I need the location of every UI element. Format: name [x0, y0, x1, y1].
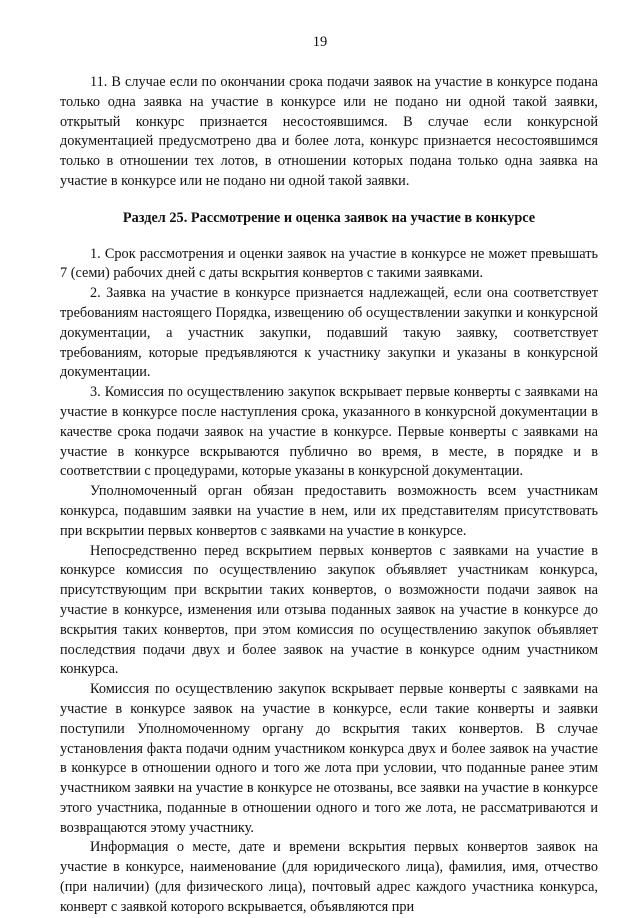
page-number: 19 [312, 34, 328, 50]
paragraph-information: Информация о месте, дате и времени вскрытия первых конвертов заявок на участие в конкурсе, наименование (для юридического лица), фамилия, имя, отчество (при наличии) (для физического лица), почтовый адрес каждого участника конкурса, конверт с заявкой которого вскрывается, объявляются при [60, 839, 598, 915]
paragraph-1: 1. Срок рассмотрения и оценки заявок на участие в конкурсе не может превышать 7 (семи) рабочих дней с даты вскрытия конвертов с такими заявками. [60, 245, 598, 282]
paragraph-authorized-body: Уполномоченный орган обязан предоставить возможность всем участникам конкурса, подавшим заявки на участие в нем, или их представителям присутствовать при вскрытии первых конвертов с заявками на участие в конкурсе. [60, 483, 598, 539]
paragraph-3: 3. Комиссия по осуществлению закупок вскрывает первые конверты с заявками на участие в конкурсе после наступления срока, указанного в конкурсной документации в качестве срока подачи заявок на участие в конкурсе. Первые конверты с заявками на участие в конкурсе вскрываются публично во время, в месте, в порядке и в соответствии с процедурами, которые указаны в конкурсной документации. [60, 384, 598, 480]
paragraph-before-opening: Непосредственно перед вскрытием первых конвертов с заявками на участие в конкурсе комиссия по осуществлению закупок объявляет участникам конкурса, присутствующим при вскрытии таких конвертов, о возможности подачи заявок на участие в конкурсе, изменения или отзыва поданных заявок на участие в конкурсе до вскрытия таких конвертов, при этом комиссия по осуществлению закупок объявляет последствия подачи двух и более заявок на участие в конкурсе одним участником конкурса. [60, 542, 598, 678]
paragraph-2: 2. Заявка на участие в конкурсе признается надлежащей, если она соответствует требованиям настоящего Порядка, извещению об осуществлении закупки и конкурсной документации, а участник закупки, подавший такую заявку, соответствует требованиям, которые предъявляются к участнику закупки и указаны в конкурсной документации. [60, 285, 598, 381]
paragraph-11: 11. В случае если по окончании срока подачи заявок на участие в конкурсе подана только одна заявка на участие в конкурсе или не подано ни одной такой заявки, открытый конкурс признается несостоявшимся. В случае если конкурсной документацией предусмотрено два и более лота, конкурс признается несостоявшимся только в отношении тех лотов, в отношении которых подана только одна заявка на участие в конкурсе или не подано ни одной такой заявки. [60, 74, 598, 189]
section-heading: Раздел 25. Рассмотрение и оценка заявок на участие в конкурсе [122, 209, 536, 226]
paragraph-commission-opens: Комиссия по осуществлению закупок вскрывает первые конверты с заявками на участие в конкурсе заявок на участие в конкурсе, если такие конверты и заявки поступили Уполномоченному органу до вскрытия таких конвертов. В случае установления факта подачи одним участником конкурса двух и более заявок на участие в конкурсе в отношении одного и того же лота при условии, что поданные ранее этим участником заявки на участие в конкурсе не отозваны, все заявки на участие в конкурсе этого участника, поданные в отношении одного и того же лота, не рассматриваются и возвращаются этому участнику. [60, 681, 598, 836]
page-content [60, 73, 598, 918]
